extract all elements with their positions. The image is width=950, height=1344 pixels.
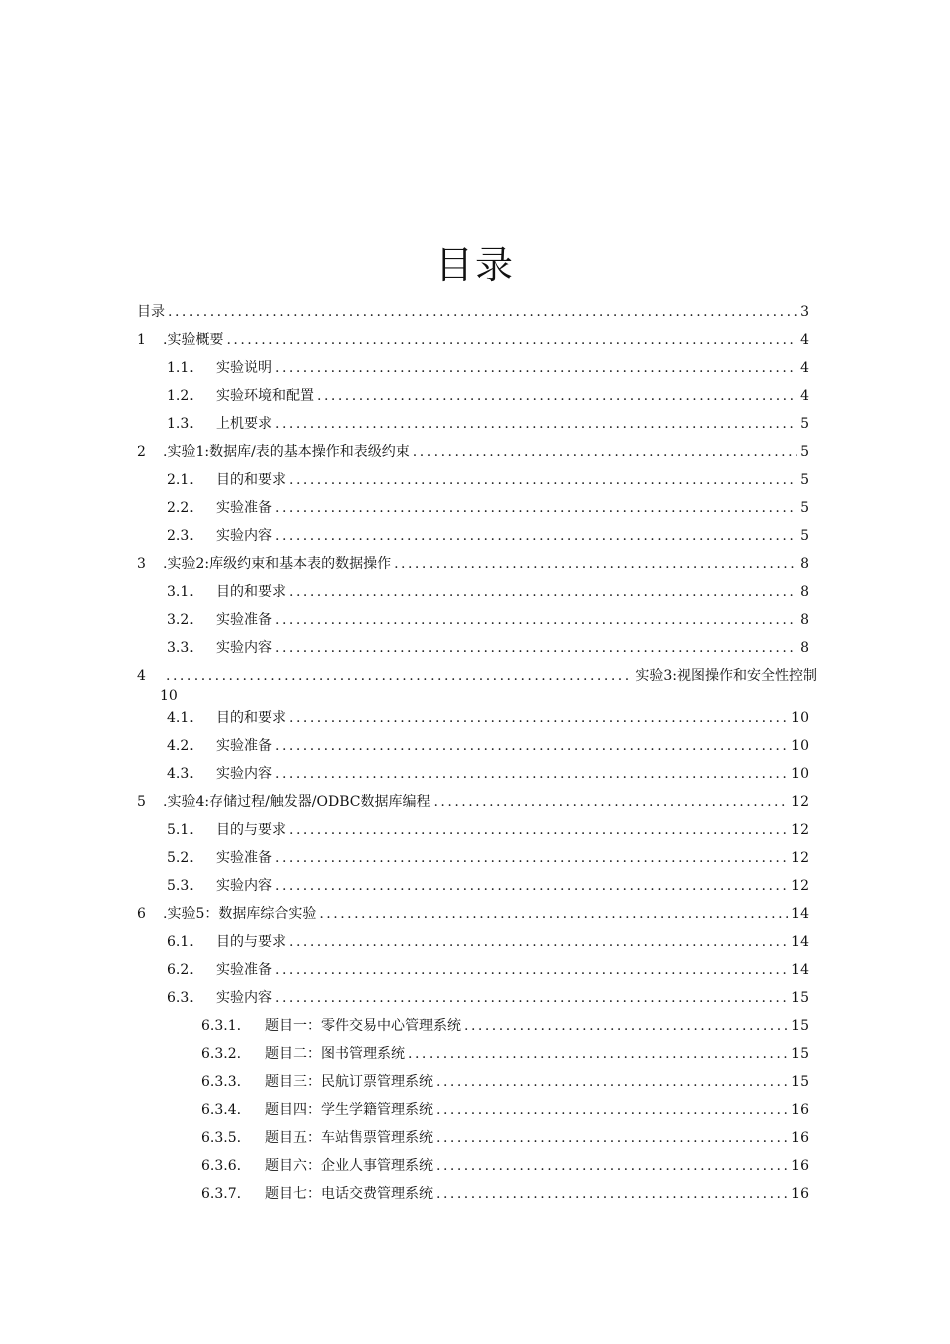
toc-entry-page: 14 — [791, 934, 809, 950]
toc-entry-page: 5 — [800, 472, 809, 488]
toc-entry-number: 6.1. — [167, 934, 194, 950]
toc-entry[interactable] — [201, 1180, 809, 1208]
toc-leader — [436, 1124, 788, 1152]
toc-entry-label: 目的和要求 — [216, 710, 286, 726]
toc-entry-label: 实验准备 — [216, 500, 272, 516]
toc-entry-number: 4.2. — [167, 738, 194, 754]
toc-entry[interactable] — [137, 326, 809, 354]
toc-entry-number: 2.1. — [167, 472, 194, 488]
toc-entry-label: 目的和要求 — [216, 472, 286, 488]
toc-entry-number: 6 — [137, 906, 146, 922]
toc-entry-label: 实验准备 — [216, 850, 272, 866]
toc-entry[interactable] — [167, 606, 809, 634]
toc-entry-number: 2.3. — [167, 528, 194, 544]
toc-entry-page: 16 — [791, 1102, 809, 1118]
toc-entry-number: 6.3.4. — [201, 1102, 242, 1118]
toc-entry-number: 3.3. — [167, 640, 194, 656]
toc-entry[interactable] — [167, 760, 809, 788]
toc-entry-label: 实验内容 — [216, 878, 272, 894]
toc-entry[interactable] — [167, 410, 809, 438]
toc-entry-label: .实验4:存储过程/触发器/ODBC数据库编程 — [163, 794, 431, 810]
toc-entry[interactable] — [167, 578, 809, 606]
toc-leader — [289, 704, 788, 732]
toc-entry-page: 10 — [160, 688, 178, 704]
toc-leader — [275, 956, 788, 984]
toc-entry-label: 题目五：车站售票管理系统 — [265, 1130, 433, 1146]
toc-leader — [464, 1012, 788, 1040]
toc-entry-page: 3 — [800, 304, 809, 320]
toc-entry[interactable] — [167, 928, 809, 956]
toc-entry-label: .实验5：数据库综合实验 — [163, 906, 317, 922]
toc-leader — [275, 760, 788, 788]
toc-entry-label: 实验内容 — [216, 990, 272, 1006]
toc-entry-page: 4 — [800, 332, 809, 348]
toc-entry-number: 6.3.7. — [201, 1186, 242, 1202]
toc-leader — [275, 354, 797, 382]
toc-entry-page: 12 — [791, 850, 809, 866]
toc-entry-page: 4 — [800, 388, 809, 404]
toc-entry-label: 实验内容 — [216, 640, 272, 656]
toc-leader — [275, 844, 788, 872]
toc-entry-number: 5.2. — [167, 850, 194, 866]
toc-entry-page: 16 — [791, 1186, 809, 1202]
toc-entry-page: 10 — [791, 738, 809, 754]
toc-entry-label: .实验概要 — [163, 332, 224, 348]
toc-entry-number: 5.3. — [167, 878, 194, 894]
toc-entry-label: 实验3:视图操作和安全性控制 — [635, 668, 817, 684]
toc-leader — [275, 606, 797, 634]
toc-entry-page: 5 — [800, 528, 809, 544]
toc-entry-label: 题目一：零件交易中心管理系统 — [265, 1018, 461, 1034]
toc-entry-page: 15 — [791, 1074, 809, 1090]
toc-entry-page: 8 — [800, 612, 809, 628]
toc-entry-number: 1 — [137, 332, 146, 348]
toc-entry-label: 目录 — [137, 304, 165, 320]
toc-entry-page: 14 — [791, 906, 809, 922]
toc-leader — [289, 578, 797, 606]
toc-entry-page: 4 — [800, 360, 809, 376]
toc-entry-number: 6.3.5. — [201, 1130, 242, 1146]
toc-leader — [275, 984, 788, 1012]
toc-entry-label: 实验环境和配置 — [216, 388, 314, 404]
toc-entry-page: 8 — [800, 556, 809, 572]
toc-entry-label: 目的和要求 — [216, 584, 286, 600]
toc-entry-number: 1.3. — [167, 416, 194, 432]
toc-entry-label: 题目七：电话交费管理系统 — [265, 1186, 433, 1202]
page-title: 目录 — [434, 243, 515, 287]
toc-entry[interactable] — [137, 550, 809, 578]
toc-leader — [408, 1040, 788, 1068]
toc-entry-number: 4.3. — [167, 766, 194, 782]
toc-entry-page: 5 — [800, 416, 809, 432]
toc-entry[interactable] — [167, 872, 809, 900]
toc-entry-label: 实验内容 — [216, 528, 272, 544]
toc-entry-label: 目的与要求 — [216, 822, 286, 838]
toc-leader — [226, 326, 797, 354]
toc-entry-page: 16 — [791, 1158, 809, 1174]
toc-entry-page: 16 — [791, 1130, 809, 1146]
toc-leader — [394, 550, 797, 578]
toc-entry-page: 10 — [791, 710, 809, 726]
toc-entry-page: 5 — [800, 500, 809, 516]
toc-entry[interactable] — [167, 844, 809, 872]
toc-leader — [317, 382, 797, 410]
toc-entry[interactable] — [201, 1096, 809, 1124]
toc-entry-page: 12 — [791, 794, 809, 810]
toc-leader — [289, 466, 797, 494]
toc-entry-label: 实验准备 — [216, 738, 272, 754]
toc-entry[interactable] — [167, 984, 809, 1012]
toc-entry[interactable] — [201, 1068, 809, 1096]
toc-entry[interactable] — [137, 298, 809, 326]
toc-leader — [319, 900, 788, 928]
toc-entry-number: 2.2. — [167, 500, 194, 516]
toc-entry[interactable] — [167, 956, 809, 984]
toc-entry-number: 6.2. — [167, 962, 194, 978]
toc-entry-page: 15 — [791, 990, 809, 1006]
toc-entry-page: 15 — [791, 1046, 809, 1062]
toc-entry-number: 6.3.1. — [201, 1018, 242, 1034]
toc-entry-number: 4.1. — [167, 710, 194, 726]
toc-leader — [289, 928, 788, 956]
toc-leader — [275, 872, 788, 900]
toc-entry[interactable] — [167, 522, 809, 550]
toc-entry-number: 1.1. — [167, 360, 194, 376]
toc-entry-label: 实验准备 — [216, 962, 272, 978]
toc-entry-page: 10 — [791, 766, 809, 782]
toc-entry-number: 2 — [137, 444, 146, 460]
toc-leader — [433, 788, 788, 816]
toc-entry[interactable] — [167, 494, 809, 522]
toc-leader — [275, 494, 797, 522]
toc-entry[interactable] — [137, 438, 809, 466]
toc-leader — [289, 816, 788, 844]
toc-entry[interactable] — [137, 788, 809, 816]
toc-entry-page: 5 — [800, 444, 809, 460]
toc-entry-label: .实验2:库级约束和基本表的数据操作 — [163, 556, 392, 572]
toc-entry-label: .实验1:数据库/表的基本操作和表级约束 — [163, 444, 410, 460]
toc-leader — [166, 662, 632, 690]
toc-entry-page: 12 — [791, 822, 809, 838]
toc-leader — [275, 732, 788, 760]
toc-entry-label: 题目四：学生学籍管理系统 — [265, 1102, 433, 1118]
toc-entry[interactable] — [167, 634, 809, 662]
toc-leader — [436, 1096, 788, 1124]
toc-leader — [168, 298, 797, 326]
toc-entry[interactable] — [137, 662, 817, 690]
toc-entry-number: 6.3. — [167, 990, 194, 1006]
toc-leader — [436, 1068, 788, 1096]
toc-entry-number: 6.3.2. — [201, 1046, 242, 1062]
toc-leader — [436, 1180, 788, 1208]
toc-entry[interactable] — [167, 354, 809, 382]
toc-entry[interactable] — [201, 1040, 809, 1068]
toc-entry-number: 5.1. — [167, 822, 194, 838]
toc-entry-page: 8 — [800, 640, 809, 656]
toc-entry[interactable] — [201, 1012, 809, 1040]
toc-entry-number: 6.3.6. — [201, 1158, 242, 1174]
toc-entry-number: 1.2. — [167, 388, 194, 404]
toc-leader — [275, 522, 797, 550]
toc-entry[interactable] — [201, 1124, 809, 1152]
toc-entry-number: 5 — [137, 794, 146, 810]
toc-entry-label: 题目二：图书管理系统 — [265, 1046, 405, 1062]
toc-entry-label: 题目三：民航订票管理系统 — [265, 1074, 433, 1090]
toc-entry[interactable] — [201, 1152, 809, 1180]
toc-entry-number: 6.3.3. — [201, 1074, 242, 1090]
toc-entry[interactable] — [167, 466, 809, 494]
toc-entry-label: 上机要求 — [216, 416, 272, 432]
toc-entry[interactable] — [167, 732, 809, 760]
toc-entry-label: 实验准备 — [216, 612, 272, 628]
toc-entry-label: 目的与要求 — [216, 934, 286, 950]
toc-entry[interactable] — [137, 900, 809, 928]
toc-leader — [413, 438, 797, 466]
toc-leader — [275, 634, 797, 662]
toc-entry-number: 3 — [137, 556, 146, 572]
toc-entry-page: 12 — [791, 878, 809, 894]
toc-leader — [436, 1152, 788, 1180]
toc-entry-number: 4 — [137, 668, 146, 684]
toc-entry-number: 3.1. — [167, 584, 194, 600]
toc-entry[interactable] — [167, 816, 809, 844]
toc-entry-page: 8 — [800, 584, 809, 600]
toc-entry-page: 15 — [791, 1018, 809, 1034]
toc-leader — [275, 410, 797, 438]
toc-entry-label: 实验内容 — [216, 766, 272, 782]
toc-entry-label: 实验说明 — [216, 360, 272, 376]
toc-entry[interactable] — [167, 704, 809, 732]
toc-entry-label: 题目六：企业人事管理系统 — [265, 1158, 433, 1174]
toc-entry[interactable] — [167, 382, 809, 410]
toc-entry-number: 3.2. — [167, 612, 194, 628]
toc-entry-page: 14 — [791, 962, 809, 978]
